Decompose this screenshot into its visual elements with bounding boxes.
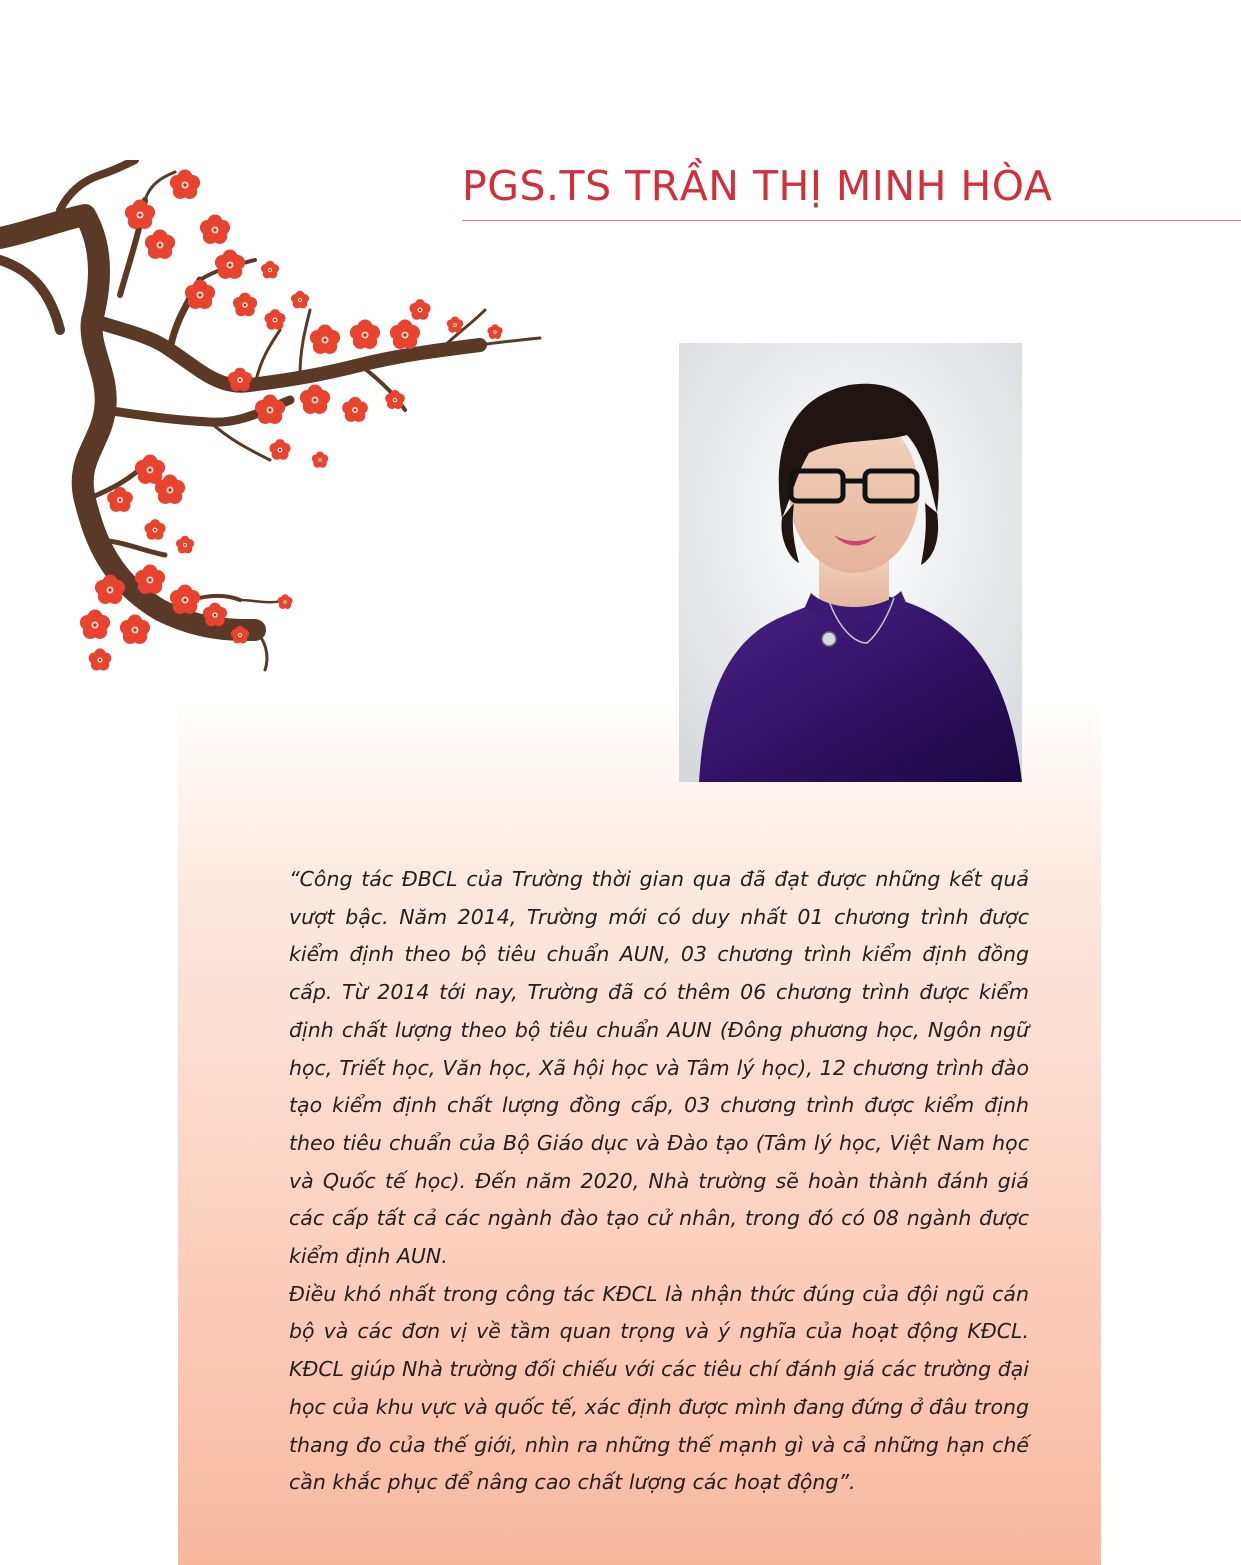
title-divider — [462, 220, 1241, 221]
page-title: PGS.TS TRẦN THỊ MINH HÒA — [462, 162, 1053, 210]
quote-block — [289, 861, 1029, 1502]
plum-blossom-branch-icon — [0, 160, 545, 680]
quote-paragraph-1: “Công tác ĐBCL của Trường thời gian qua đã đạt được những kết quả vượt bậc. Năm 2014, Trường mới có duy nhất 01 chương trình được kiểm định theo bộ tiêu chuẩn AUN, 03 chương trình kiểm định đồng cấp. Từ 2014 tới nay, Trường đã có thêm 06 chương trình được kiểm định chất lượng theo bộ tiêu chuẩn AUN (Đông phương học, Ngôn ngữ học, Triết học, Văn học, Xã hội học và Tâm lý học), 12 chương trình đào tạo kiểm định chất lượng đồng cấp, 03 chương trình được kiểm định theo tiêu chuẩn của Bộ Giáo dục và Đào tạo (Tâm lý học, Việt Nam học và Quốc tế học). Đến năm 2020, Nhà trường sẽ hoàn thành đánh giá các cấp tất cả các ngành đào tạo cử nhân, trong đó có 08 ngành được kiểm định AUN. — [289, 867, 1029, 1269]
quote-paragraph-2: Điều khó nhất trong công tác KĐCL là nhận thức đúng của đội ngũ cán bộ và các đơn vị về tầm quan trọng và ý nghĩa của hoạt động KĐCL. KĐCL giúp Nhà trường đối chiếu với các tiêu chí đánh giá các trường đại học của khu vực và quốc tế, xác định được mình đang đứng ở đâu trong thang đo của thế giới, nhìn ra những thế mạnh gì và cả những hạn chế cần khắc phục để nâng cao chất lượng các hoạt động”. — [289, 1281, 1029, 1495]
person-portrait-icon — [679, 343, 1022, 782]
